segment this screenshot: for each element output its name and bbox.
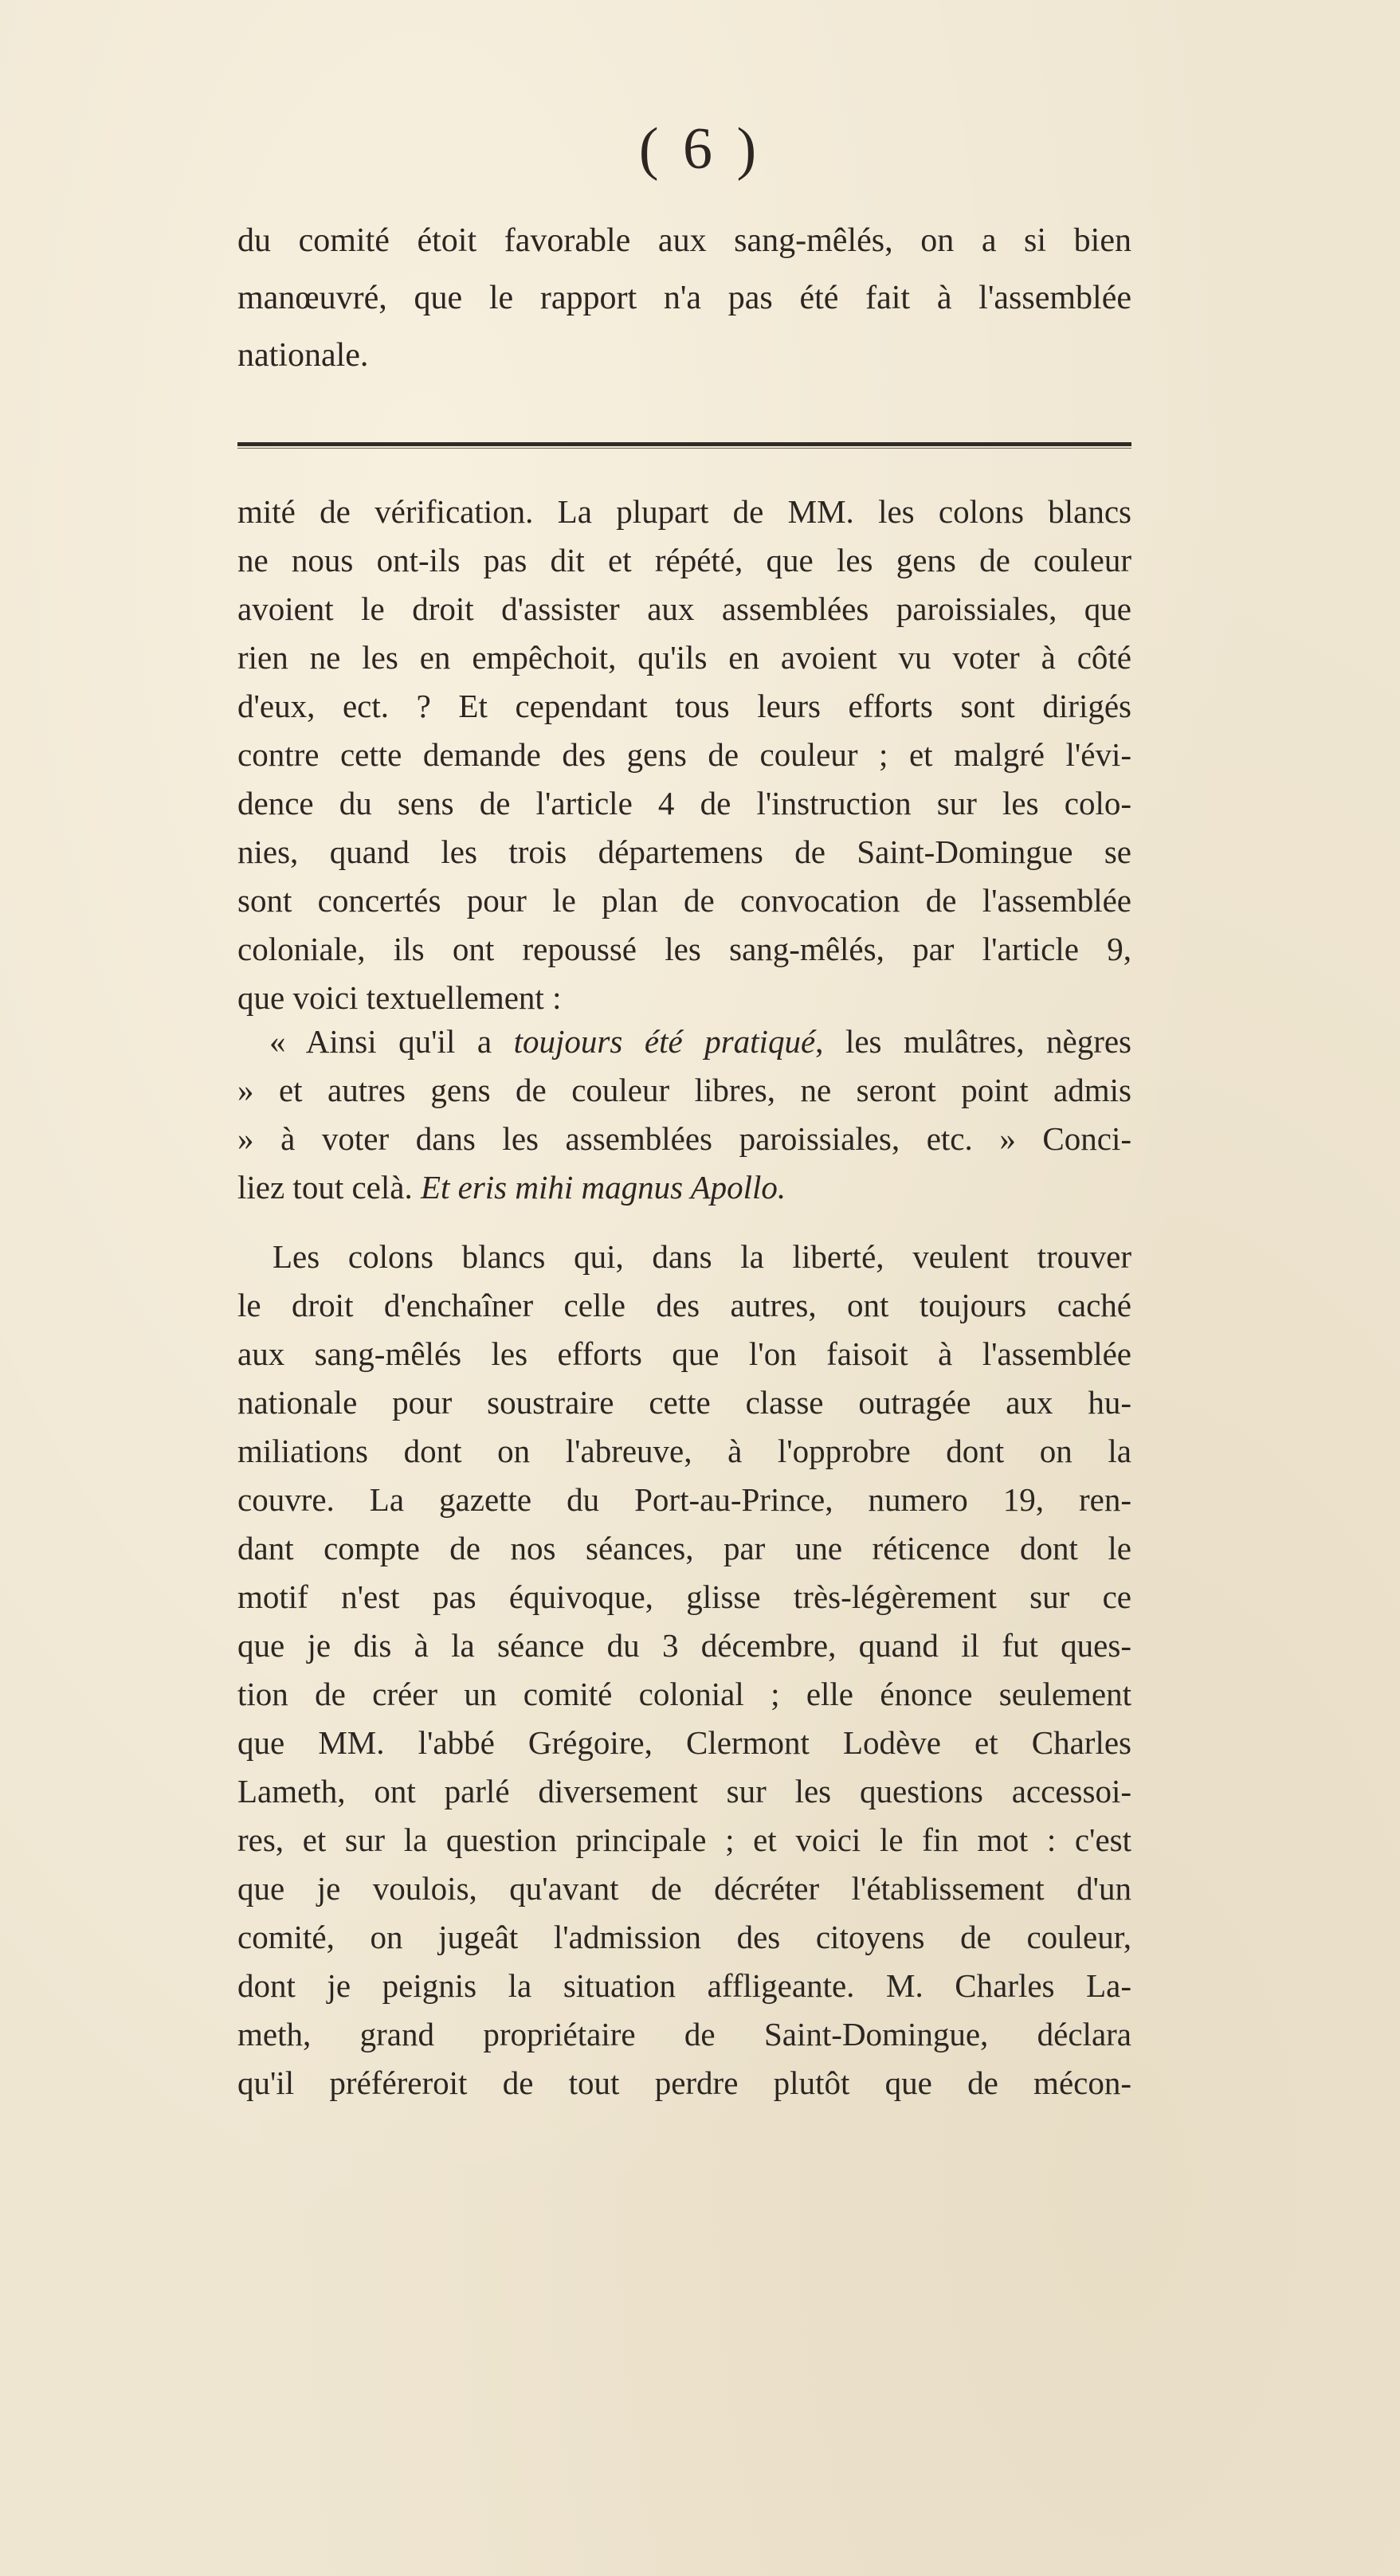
text-line: que je voulois, qu'avant de décréter l'établissement d'un bbox=[237, 1870, 1131, 1907]
text-line: res, et sur la question principale ; et voici le fin mot : c'est bbox=[237, 1821, 1131, 1858]
text-line: comité, on jugeât l'admission des citoyens de couleur, bbox=[237, 1919, 1131, 1955]
quote-text: « Ainsi qu'il a bbox=[269, 1023, 514, 1060]
paragraph-colons-blancs bbox=[237, 1233, 1131, 2107]
text-line: le droit d'enchaîner celle des autres, ont toujours caché bbox=[237, 1287, 1131, 1323]
text-line: Les colons blancs qui, dans la liberté, veulent trouver bbox=[273, 1238, 1131, 1275]
text-line: meth, grand propriétaire de Saint-Domingue, déclara bbox=[237, 2016, 1131, 2053]
intro-paragraph bbox=[237, 212, 1131, 384]
latin-citation: Et eris mihi magnus Apollo. bbox=[420, 1169, 786, 1206]
text-line: nationale. bbox=[237, 337, 369, 374]
quote-line: » et autres gens de couleur libres, ne seront point admis bbox=[237, 1072, 1131, 1108]
text-line: mité de vérification. La plupart de MM. les colons blancs bbox=[237, 493, 1131, 530]
quote-text: , les mulâtres, nègres bbox=[815, 1023, 1132, 1060]
text-line: avoient le droit d'assister aux assemblées paroissiales, que bbox=[237, 590, 1131, 627]
text-line: sont concertés pour le plan de convocation de l'assemblée bbox=[237, 882, 1131, 919]
quote-text: liez tout celà. bbox=[237, 1169, 421, 1206]
text-line: que je dis à la séance du 3 décembre, quand il fut ques- bbox=[237, 1627, 1131, 1664]
quote-emphasis: toujours été pratiqué bbox=[513, 1023, 816, 1060]
text-line: coloniale, ils ont repoussé les sang-mêlés, par l'article 9, bbox=[237, 931, 1131, 967]
text-line: dence du sens de l'article 4 de l'instruction sur les colo- bbox=[237, 785, 1131, 821]
text-line: contre cette demande des gens de couleur ; et malgré l'évi- bbox=[237, 736, 1131, 773]
text-line: manœuvré, que le rapport n'a pas été fait à l'assemblée bbox=[237, 280, 1131, 316]
text-line: Lameth, ont parlé diversement sur les questions accessoi- bbox=[237, 1773, 1131, 1809]
text-line: dant compte de nos séances, par une réticence dont le bbox=[237, 1530, 1131, 1566]
text-line: nies, quand les trois départemens de Saint-Domingue se bbox=[237, 833, 1131, 870]
quoted-article bbox=[237, 1017, 1131, 1212]
text-line: du comité étoit favorable aux sang-mêlés, on a si bien bbox=[237, 222, 1131, 259]
text-line: que MM. l'abbé Grégoire, Clermont Lodève et Charles bbox=[237, 1724, 1131, 1761]
text-line: tion de créer un comité colonial ; elle énonce seulement bbox=[237, 1676, 1131, 1712]
paragraph-verification bbox=[237, 488, 1131, 1022]
text-line: que voici textuellement : bbox=[237, 979, 562, 1016]
text-line: couvre. La gazette du Port-au-Prince, numero 19, ren- bbox=[237, 1481, 1131, 1518]
section-divider bbox=[237, 442, 1131, 449]
text-line: nationale pour soustraire cette classe outragée aux hu- bbox=[237, 1384, 1131, 1421]
text-line: qu'il préféreroit de tout perdre plutôt que de mécon- bbox=[237, 2064, 1131, 2101]
quote-line: » à voter dans les assemblées paroissiales, etc. » Conci- bbox=[237, 1120, 1131, 1157]
text-line: ne nous ont-ils pas dit et répété, que les gens de couleur bbox=[237, 542, 1131, 578]
quote-line bbox=[237, 1017, 1131, 1066]
text-line: miliations dont on l'abreuve, à l'opprobre dont on la bbox=[237, 1433, 1131, 1469]
text-line: rien ne les en empêchoit, qu'ils en avoient vu voter à côté bbox=[237, 639, 1131, 676]
text-line: dont je peignis la situation affligeante. M. Charles La- bbox=[237, 1967, 1131, 2004]
text-line: motif n'est pas équivoque, glisse très-légèrement sur ce bbox=[237, 1578, 1131, 1615]
text-line: aux sang-mêlés les efforts que l'on faisoit à l'assemblée bbox=[237, 1335, 1131, 1372]
page-number: ( 6 ) bbox=[638, 116, 762, 182]
quote-line bbox=[237, 1163, 1131, 1212]
text-line: d'eux, ect. ? Et cependant tous leurs efforts sont dirigés bbox=[237, 688, 1131, 724]
